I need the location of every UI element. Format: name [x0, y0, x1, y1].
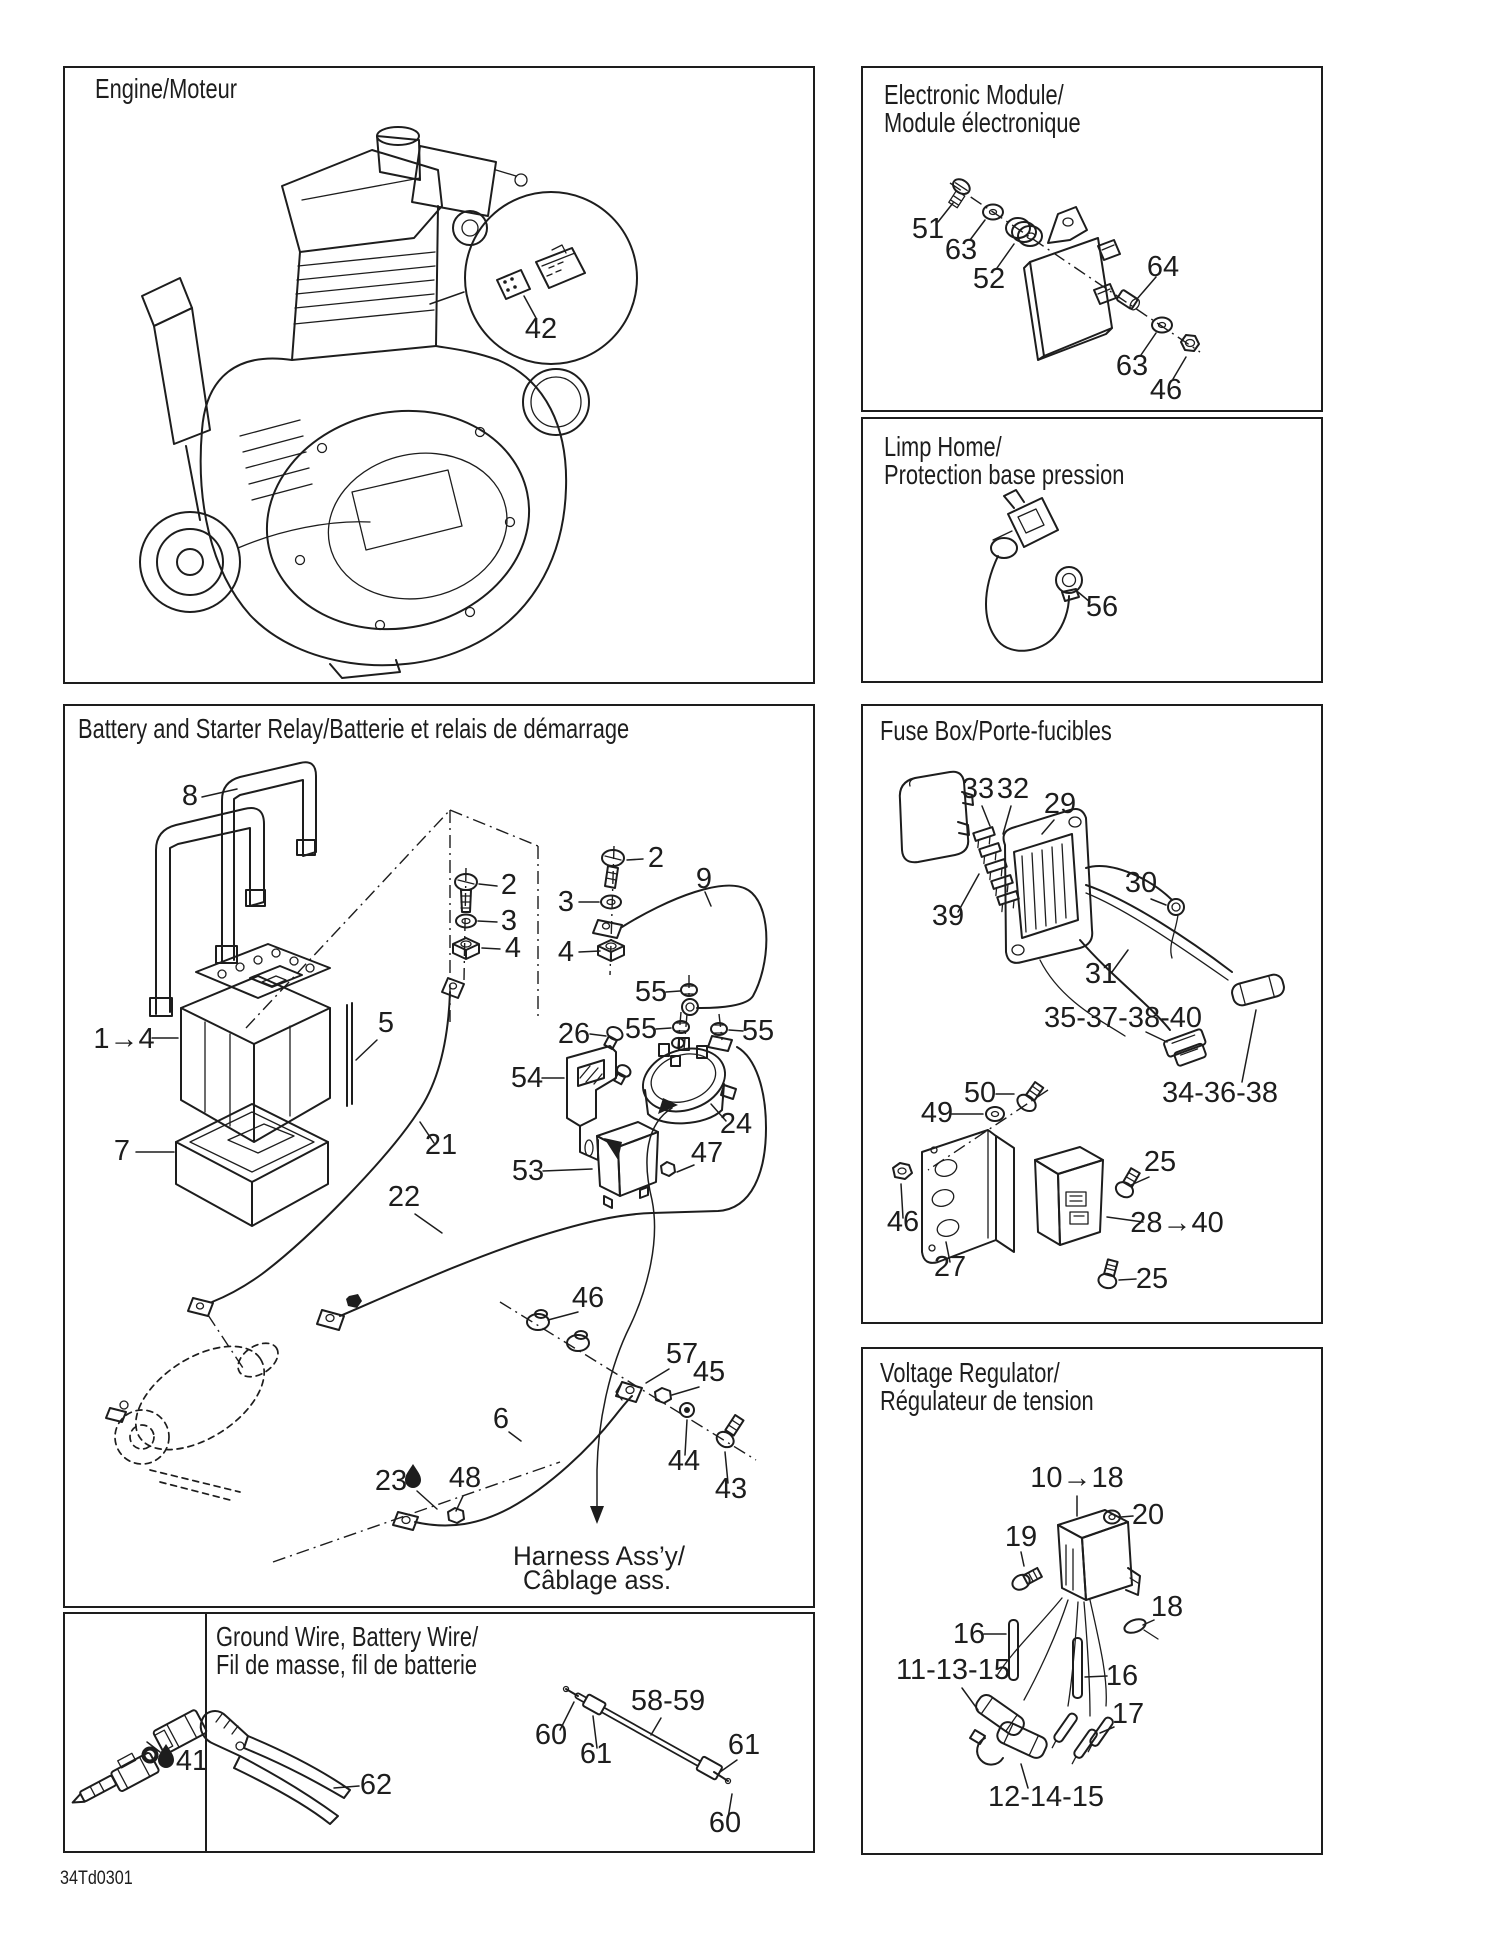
callout-64: 64	[1146, 251, 1180, 283]
callout-20: 20	[1131, 1499, 1165, 1531]
callout-57: 57	[665, 1338, 699, 1370]
callout-63-a: 63	[944, 234, 978, 266]
callout-54: 54	[510, 1062, 544, 1094]
ground-wire-illustration	[201, 1685, 760, 1839]
callout-3-a: 3	[500, 905, 518, 937]
battery-section-title: Battery and Starter Relay/Batterie et relais de démarrage	[78, 713, 630, 744]
electronic-module-title-line1: Electronic Module/	[884, 79, 1064, 110]
callout-25-b: 25	[1135, 1263, 1169, 1295]
callout-45: 45	[692, 1356, 726, 1388]
callout-62: 62	[359, 1769, 393, 1801]
crimping-tool	[201, 1711, 350, 1824]
callout-17: 17	[1111, 1698, 1145, 1730]
callout-55-c: 55	[741, 1015, 775, 1047]
callout-58-59: 58-59	[630, 1685, 706, 1717]
callout-30: 30	[1124, 867, 1158, 899]
callout-1-4: 1→4	[93, 1023, 155, 1055]
fuse-box-illustration	[887, 772, 1286, 1295]
callout-50: 50	[963, 1077, 997, 1109]
callout-9: 9	[695, 863, 713, 895]
oil-droplet-icon	[405, 1464, 421, 1488]
callout-19: 19	[1004, 1521, 1038, 1553]
callout-34-36-38: 34-36-38	[1161, 1077, 1279, 1109]
starter-motor-ghost	[106, 1325, 284, 1500]
connector-kit-illustration	[70, 1709, 208, 1807]
callout-33: 33	[961, 773, 995, 805]
callout-23: 23	[374, 1465, 408, 1497]
fuse-box-title: Fuse Box/Porte-fucibles	[880, 715, 1112, 746]
callout-48: 48	[448, 1462, 482, 1494]
terminals-17	[1048, 1712, 1114, 1766]
callout-3-b: 3	[557, 886, 575, 918]
callout-6: 6	[492, 1403, 510, 1435]
callout-47: 47	[690, 1137, 724, 1169]
bolt-stack-b	[579, 846, 643, 975]
callout-4-a: 4	[504, 932, 522, 964]
callout-21: 21	[424, 1129, 458, 1161]
engine-section-title: Engine/Moteur	[95, 73, 238, 104]
battery-illustration	[93, 762, 774, 1595]
callout-46: 46	[571, 1282, 605, 1314]
callout-10-18: 10→18	[1030, 1462, 1124, 1494]
voltage-regulator-title-line1: Voltage Regulator/	[880, 1357, 1060, 1388]
callout-35-37-38-40: 35-37-38-40	[1044, 1002, 1202, 1034]
callout-18: 18	[1150, 1591, 1184, 1623]
callout-46: 46	[1149, 374, 1183, 406]
callout-55-a: 55	[634, 976, 668, 1008]
callout-2-a: 2	[500, 869, 518, 901]
engine-illustration	[140, 127, 637, 678]
connector-42-illustration	[497, 245, 585, 318]
electronic-module-illustration	[912, 176, 1200, 406]
callout-61-a: 61	[579, 1738, 613, 1770]
callout-29: 29	[1043, 788, 1077, 820]
callout-12-14-15: 12-14-15	[987, 1781, 1105, 1813]
callout-5: 5	[377, 1007, 395, 1039]
ground-wire-title-line1: Ground Wire, Battery Wire/	[216, 1621, 479, 1652]
callout-63-b: 63	[1115, 350, 1149, 382]
callout-53: 53	[511, 1155, 545, 1187]
callout-31: 31	[1084, 958, 1118, 990]
electronic-module-title-line2: Module électronique	[884, 107, 1081, 138]
callout-42: 42	[524, 313, 558, 345]
callout-56: 56	[1085, 591, 1119, 623]
voltage-regulator-illustration	[896, 1462, 1183, 1813]
relay-28-40	[1035, 1147, 1103, 1245]
callout-41: 41	[175, 1745, 209, 1777]
callout-22: 22	[387, 1181, 421, 1213]
callout-27: 27	[933, 1251, 967, 1283]
callout-61-b: 61	[727, 1729, 761, 1761]
callout-52: 52	[972, 263, 1006, 295]
callout-2-b: 2	[647, 842, 665, 874]
callout-7: 7	[113, 1135, 131, 1167]
callout-44: 44	[667, 1445, 701, 1477]
callout-24: 24	[719, 1108, 753, 1140]
harness-label-line2: Câblage ass.	[523, 1565, 671, 1595]
callout-55-b: 55	[624, 1013, 658, 1045]
callout-60-a: 60	[534, 1719, 568, 1751]
callout-16-b: 16	[1105, 1660, 1139, 1692]
callout-26: 26	[557, 1018, 591, 1050]
callout-25-a: 25	[1143, 1146, 1177, 1178]
limp-home-title-line2: Protection base pression	[884, 459, 1125, 490]
callout-16-a: 16	[952, 1618, 986, 1650]
connector-12-14-15	[995, 1719, 1050, 1760]
callout-39: 39	[931, 900, 965, 932]
document-code: 34Td0301	[60, 1868, 133, 1889]
callout-60-b: 60	[708, 1807, 742, 1839]
callout-46: 46	[886, 1206, 920, 1238]
voltage-regulator-title-line2: Régulateur de tension	[880, 1385, 1094, 1416]
callout-43: 43	[714, 1473, 748, 1505]
limp-home-illustration	[986, 490, 1118, 651]
callout-4-b: 4	[557, 936, 575, 968]
callout-32: 32	[996, 773, 1030, 805]
fuses	[973, 827, 1021, 911]
callout-51: 51	[911, 213, 945, 245]
connector-35-37-38-40	[1163, 1029, 1210, 1069]
arrow-icon	[590, 1506, 604, 1524]
ground-wire-title-line2: Fil de masse, fil de batterie	[216, 1649, 477, 1680]
callout-49: 49	[920, 1097, 954, 1129]
callout-28-40: 28→40	[1130, 1207, 1224, 1239]
grommets-46	[527, 1310, 589, 1351]
bolt-51	[943, 176, 973, 208]
limp-home-title-line1: Limp Home/	[884, 431, 1002, 462]
connector-11-13-15	[973, 1692, 1027, 1738]
callout-11-13-15: 11-13-15	[896, 1654, 1010, 1686]
callout-8: 8	[181, 780, 199, 812]
harness-label-line1: Harness Ass’y/	[513, 1541, 686, 1571]
